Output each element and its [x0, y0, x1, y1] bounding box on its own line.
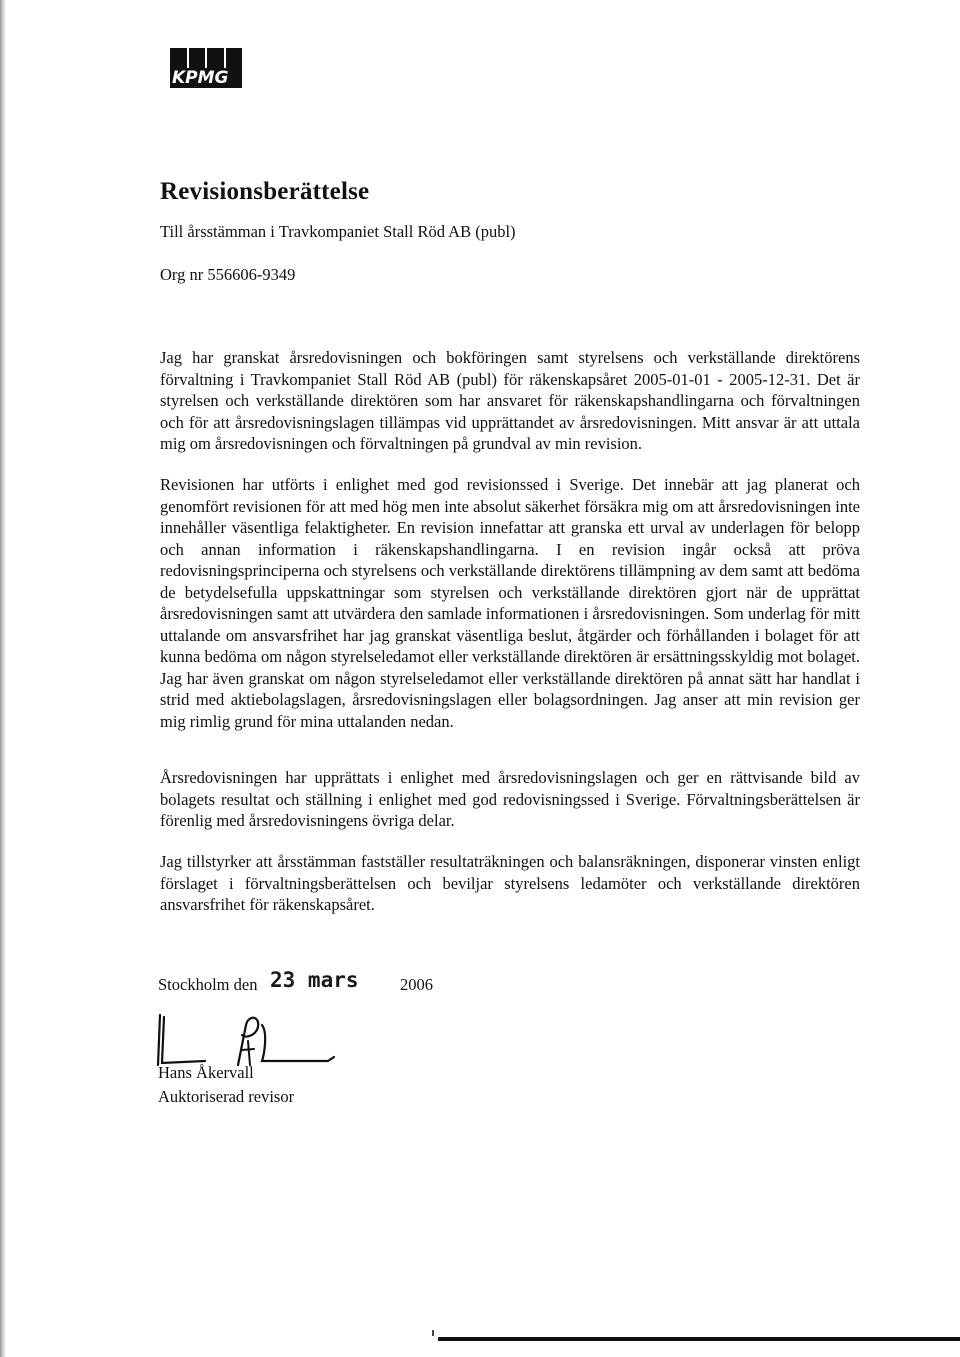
- paragraph-method: Revisionen har utförts i enlighet med god revisionssed i Sverige. Det innebär att jag planerat och genomfört revisionen för att med hög men inte absolut säkerhet försäkra mig om att årsredovisningen inte innehåller väsentliga felaktigheter. En revision innefattar att granska ett urval av underlagen för belopp och annan information i räkenskapshandlingarna. I en revision ingår också att pröva redovisningsprinciperna och styrelsens och verkställande direktörens tillämpning av dem samt att bedöma de betydelsefulla uppskattningar som styrelsen och verkställande direktören gjort när de upprättat årsredovisningen samt att utvärdera den samlade informationen i årsredovisningen. Som underlag för mitt uttalande om ansvarsfrihet har jag granskat väsentliga beslut, åtgärder och förhållanden i bolaget för att kunna bedöma om någon styrelseledamot eller verkställande direktören är ersättningsskyldig mot bolaget. Jag har även granskat om någon styrelseledamot eller verkställande direktören på annat sätt har handlat i strid med aktiebolagslagen, årsredovisningslagen eller bolagsordningen. Jag anser att min revision ger mig rimlig grund för mina uttalanden nedan.: [160, 475, 860, 731]
- scan-edge: [0, 0, 6, 1357]
- document-title: Revisionsberättelse: [160, 178, 370, 205]
- logo-text: KPMG: [170, 68, 242, 88]
- paragraph-recommendation: Jag tillstyrker att årsstämman fastställer resultaträkningen och balansräkningen, disponerar vinsten enligt förslaget i förvaltningsberättelsen och beviljar styrelsens ledamöter och verkställande direktören ansvarsfrihet för räkenskapsåret.: [160, 852, 860, 914]
- addressee: Till årsstämman i Travkompaniet Stall Röd AB (publ): [160, 222, 516, 241]
- footer-tick: [432, 1330, 434, 1336]
- auditor-name: Hans Åkervall: [158, 1063, 254, 1082]
- logo-blocks: [170, 48, 242, 68]
- signature-year: 2006: [400, 975, 433, 994]
- footer-rule: [438, 1337, 960, 1341]
- handwritten-date: 23 mars: [270, 968, 359, 992]
- auditor-role: Auktoriserad revisor: [158, 1087, 295, 1106]
- paragraph-scope: Jag har granskat årsredovisningen och bokföringen samt styrelsens och verkställande direktörens förvaltning i Travkompaniet Stall Röd AB (publ) för räkenskapsåret 2005-01-01 - 2005-12-31. Det är styrelsen och verkställande direktören som har ansvaret för räkenskapshandlingarna och förvaltningen och för att årsredovisningslagen tillämpas vid upprättandet av årsredovisningen. Mitt ansvar är att uttala mig om årsredovisningen och förvaltningen på grundval av min revision.: [160, 348, 860, 453]
- kpmg-logo: [170, 48, 242, 88]
- signature-place: Stockholm den: [158, 975, 258, 994]
- org-number: Org nr 556606-9349: [160, 265, 296, 284]
- signature-date-line: [158, 968, 458, 1001]
- paragraph-opinion: Årsredovisningen har upprättats i enlighet med årsredovisningslagen och ger en rättvisande bild av bolagets resultat och ställning i enlighet med god redovisningssed i Sverige. Förvaltningsberättelsen är förenlig med årsredovisningens övriga delar.: [160, 768, 860, 830]
- handwritten-signature: [150, 1005, 350, 1070]
